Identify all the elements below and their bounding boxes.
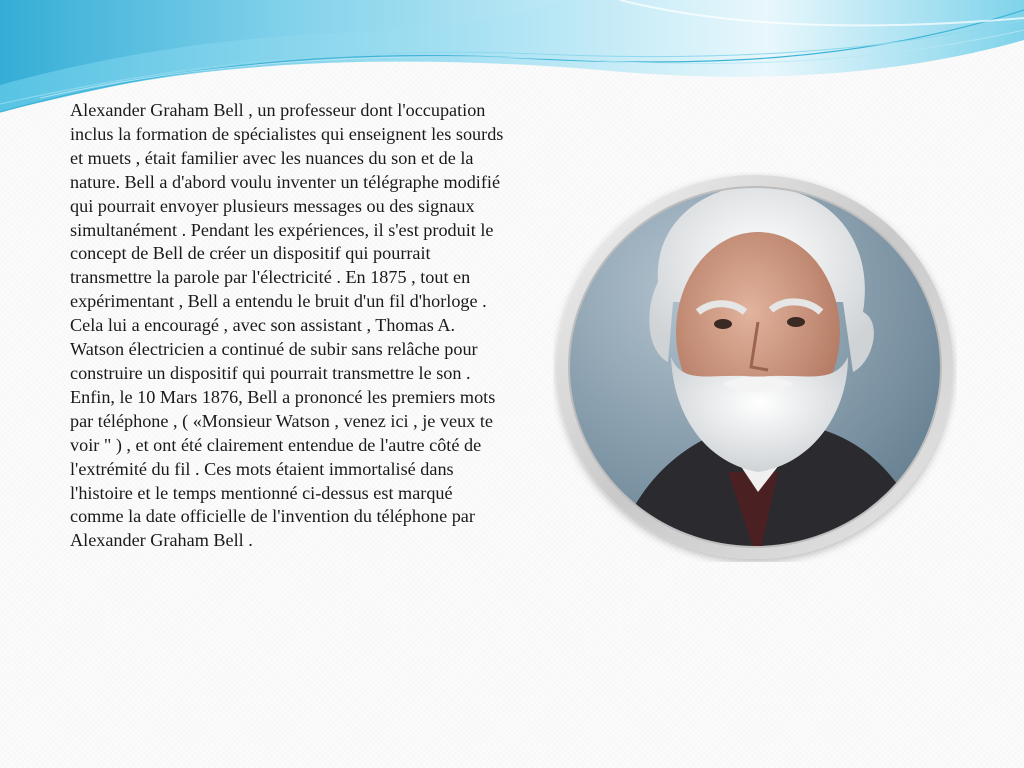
body-paragraph: Alexander Graham Bell , un professeur dont l'occupation inclus la formation de spécialistes qui enseignent les sourds et muets , était familier avec les nuances du son et de la nature. Bell a d'abord voulu inventer un télégraphe modifié qui pourrait envoyer plusieurs messages ou des signaux simultanément . Pendant les expériences, il s'est produit le concept de Bell de créer un dispositif qui pourrait transmettre la parole par l'électricité . En 1875 , tout en expérimentant , Bell a entendu le bruit d'un fil d'horloge . Cela lui a encouragé , avec son assistant , Thomas A. Watson électricien a continué de subir sans relâche pour construire un dispositif qui pourrait transmettre le son . Enfin, le 10 Mars 1876, Bell a prononcé les premiers mots par téléphone , ( «Monsieur Watson , venez ici , je veux te voir " ) , et ont été clairement entendue de l'autre côté de l'extrémité du fil . Ces mots étaient immortalisé dans l'histoire et le temps mentionné ci-dessus est marqué comme la date officielle de l'invention du téléphone par Alexander Graham Bell . [70,100,504,551]
portrait-photo-icon [553,172,957,562]
